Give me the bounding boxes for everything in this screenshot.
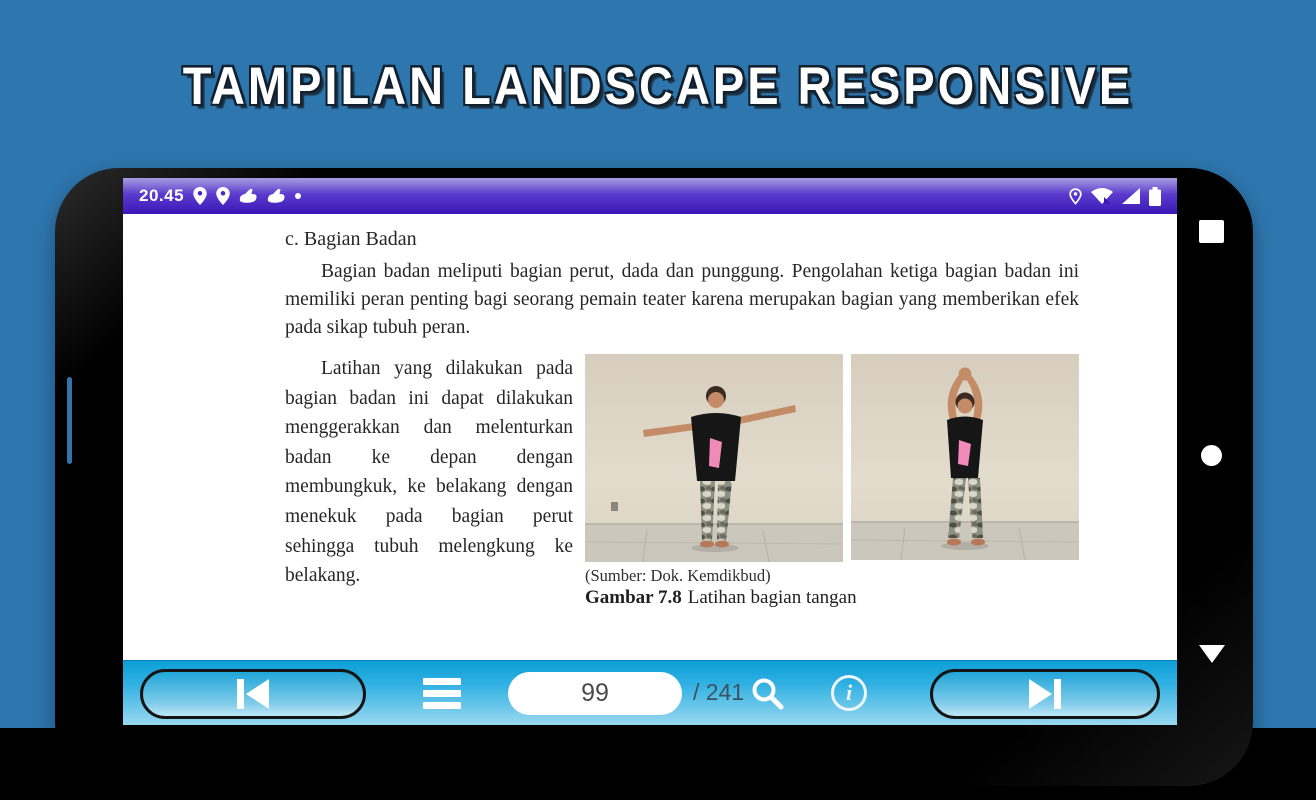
home-button-icon[interactable] [1201,445,1222,466]
signal-icon [1122,188,1140,204]
figure-caption [585,587,1079,609]
page-number-input[interactable] [508,672,682,715]
menu-button[interactable] [423,678,461,709]
menu-bar [423,690,461,697]
skip-next-icon [1027,678,1063,710]
exercise-photo-arms-up [851,354,1079,560]
notification-dot-icon [295,193,301,199]
figure-caption-label: Gambar 7.8 [585,587,682,608]
paragraph: Bagian badan meliputi bagian perut, dada dan punggung. Pengolahan ketiga bagian badan ini memiliki peran penting bagi seorang pemain teater karena merupakan bagian yang memberikan efek pada sikap tubuh peran. [285,261,1079,338]
recents-button-icon[interactable] [1199,220,1224,243]
figure-source: (Sumber: Dok. Kemdikbud) [585,566,771,585]
column-paragraph: Latihan yang dilakukan pada bagian badan ini dapat dilakukan menggerakkan dan melenturkan badan ke depan dengan membungkuk, ke belakang dengan menekuk pada bagian perut sehingga tubuh melengkung ke belakang. [285,358,573,587]
bezel-slot [67,377,72,464]
menu-bar [423,702,461,709]
previous-page-button[interactable] [140,669,366,719]
status-right [1069,187,1161,206]
two-column-block [285,354,1079,609]
skip-previous-icon [235,678,271,710]
next-page-button[interactable] [930,669,1160,719]
wifi-icon [1091,188,1113,205]
page-title: TAMPILAN LANDSCAPE RESPONSIVE [182,55,1134,116]
status-left [139,186,301,206]
location-pin-icon [216,187,230,205]
status-bar [123,178,1177,214]
location-pin-icon [193,187,207,205]
clock: 20.45 [139,186,185,205]
thumb-up-icon [239,188,258,205]
phone-screen [123,178,1177,725]
figure-caption-text: Latihan bagian tangan [687,587,857,608]
battery-icon [1149,187,1161,206]
menu-bar [423,678,461,685]
phone-mockup [55,168,1253,786]
back-button-icon[interactable] [1199,645,1225,663]
section-heading: c. Bagian Badan [285,228,417,250]
page-total-label: / 241 [693,679,745,705]
reader-toolbar [123,660,1177,725]
figure-block [585,354,1079,609]
exercise-photo-arms-side [585,354,843,562]
photo-row [585,354,1079,562]
search-icon[interactable] [750,676,786,712]
thumb-up-icon [267,188,286,205]
book-page [123,214,1177,660]
info-icon[interactable]: i [831,675,867,711]
location-pin-icon [1069,188,1082,205]
